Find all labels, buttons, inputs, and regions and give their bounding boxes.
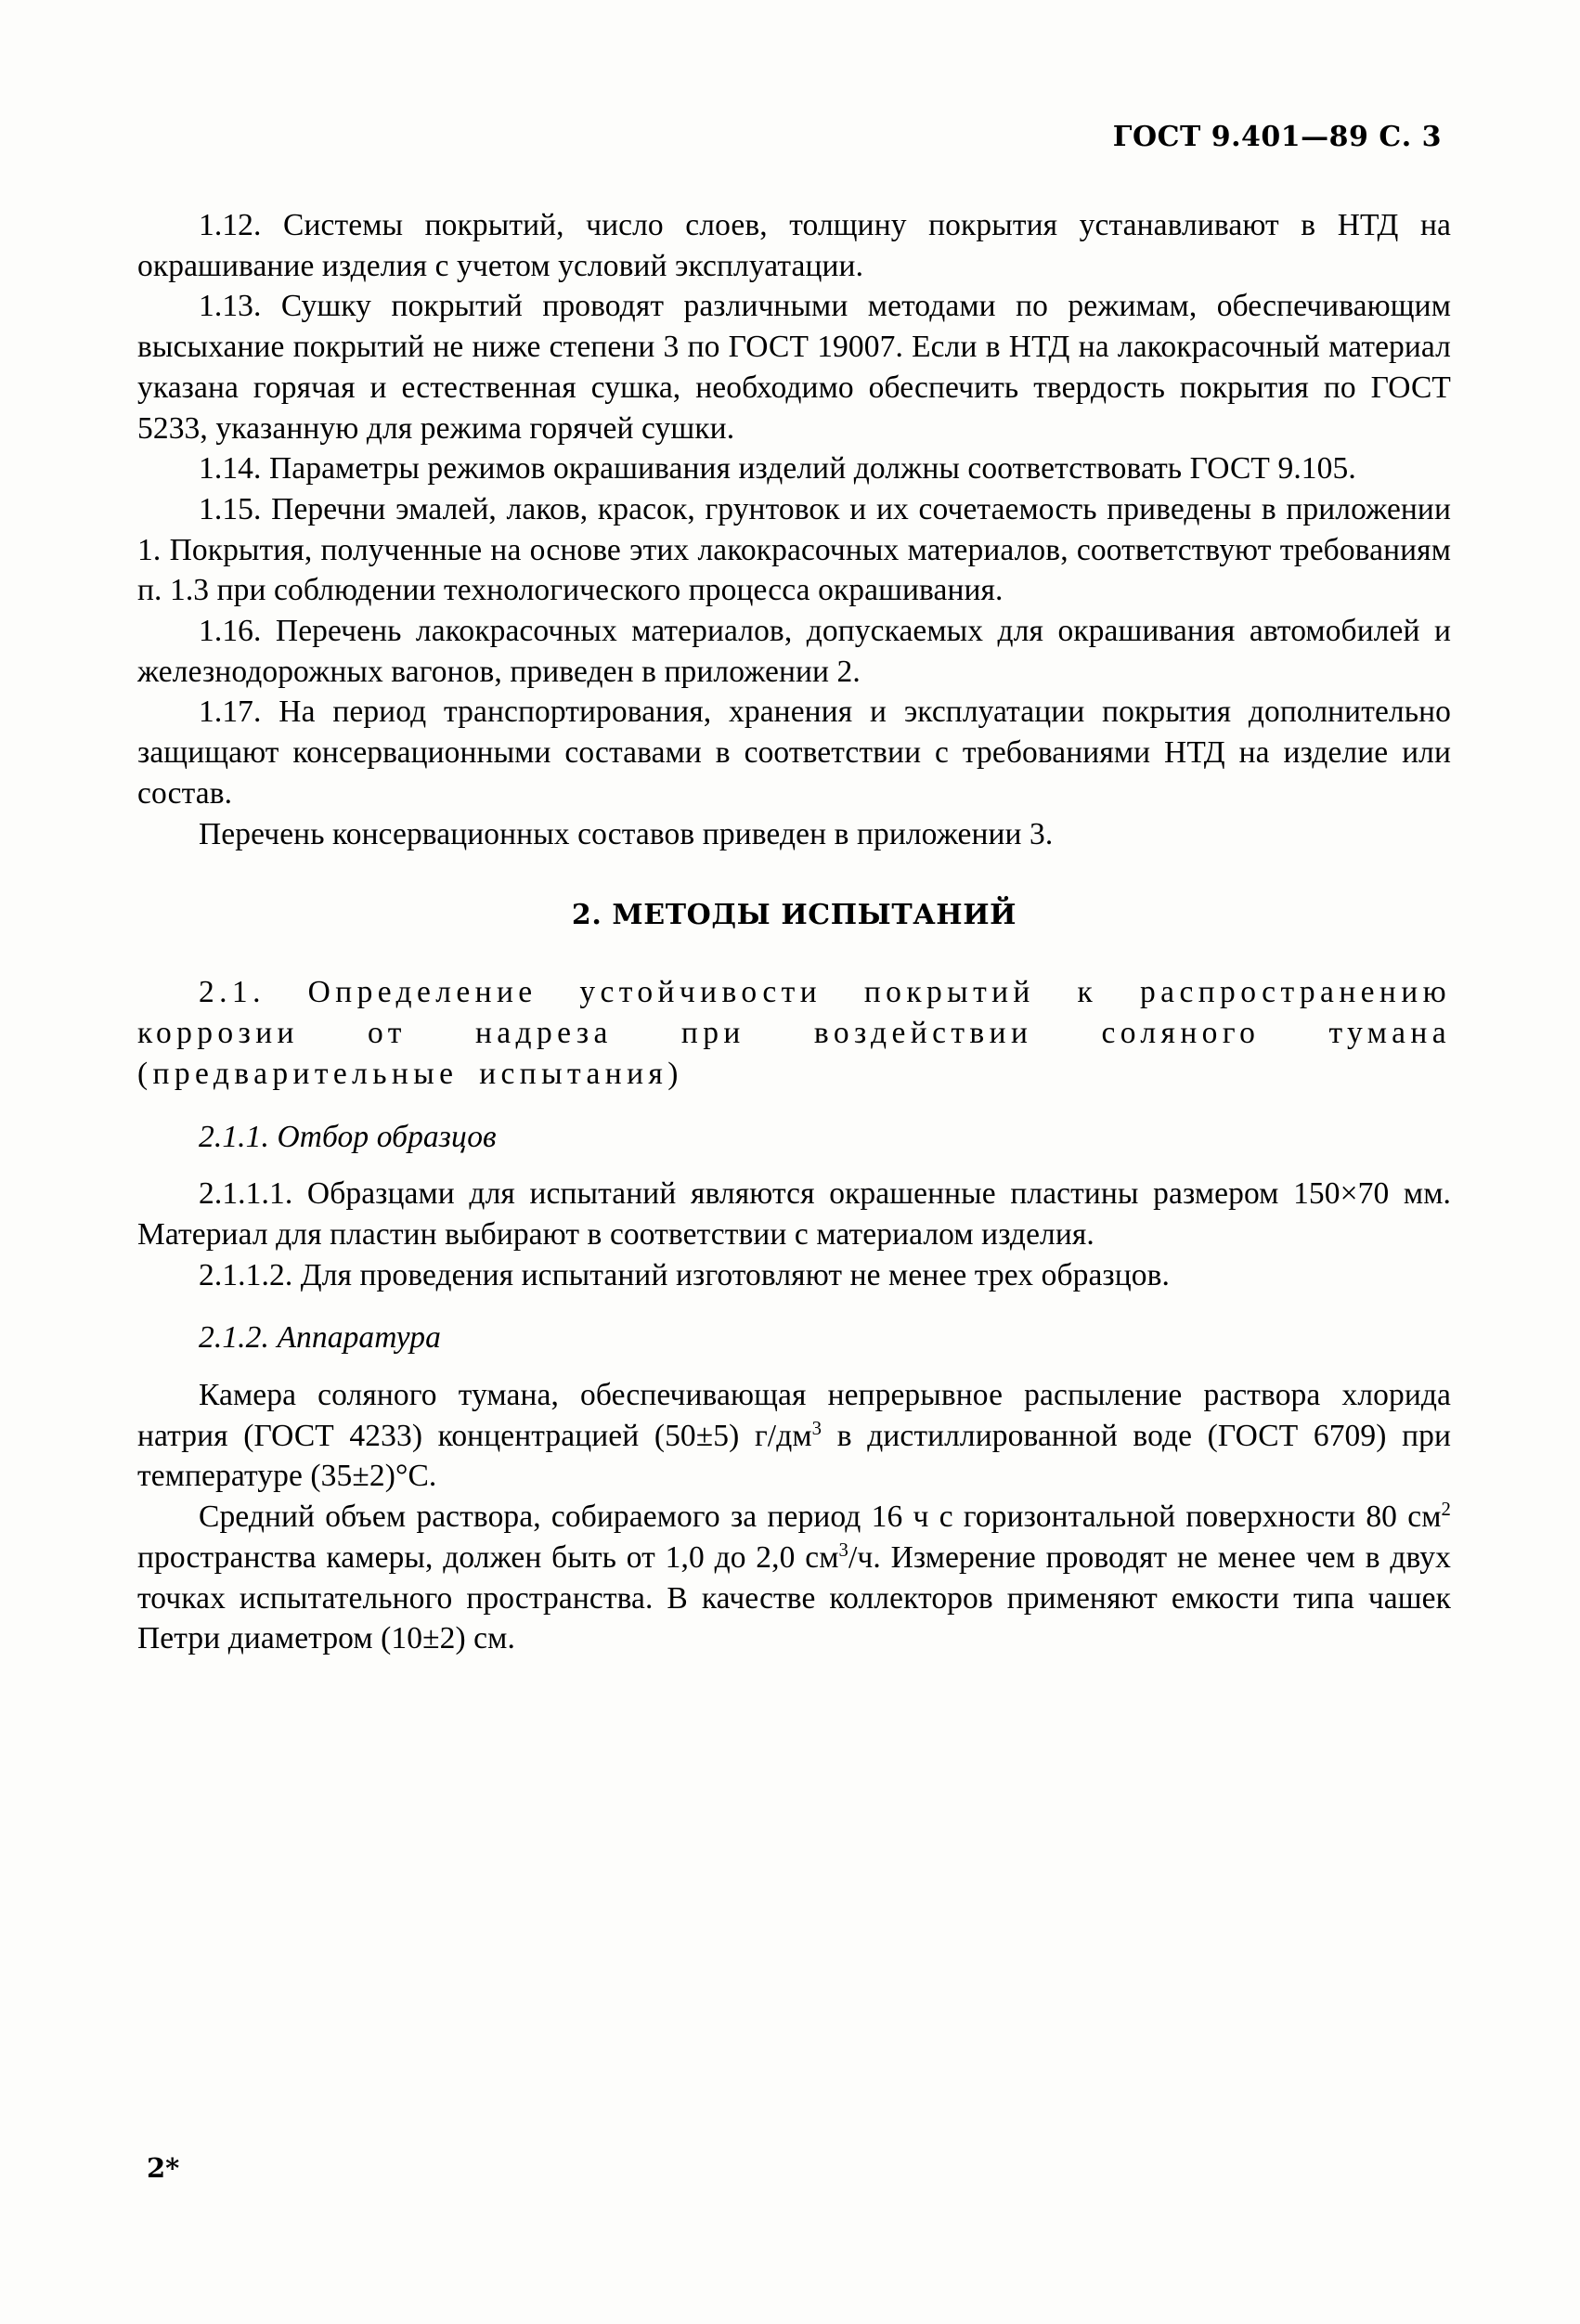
paragraph-1-16: 1.16. Перечень лакокрасочных материалов, допускаемых для окрашивания автомобилей и железнодорожных вагонов, приведен в приложении 2. [137,614,1451,689]
page-folio: 2* [147,2152,180,2184]
subheading-2-1-2: 2.1.2. Аппаратура [199,1320,441,1356]
paragraph-apparatus-chamber [137,1375,1451,1497]
volume-superscript-1: 2 [1441,1498,1451,1520]
paragraph-1-17: 1.17. На период транспортирования, хранения и эксплуатации покрытия дополнительно защищают консервационными составами в соответствии с требованиями НТД на изделие или состав. [137,695,1451,811]
page-content [137,121,1451,1659]
apparatus-text-part-1: Камера соляного тумана, обеспечивающая непрерывное распыление раствора хлорида натрия (ГОСТ 4233) концентрацией (50±5) г/дм [137,1378,1451,1453]
subheading-2-1-1: 2.1.1. Отбор образцов [199,1119,497,1154]
section-heading-methods: 2. МЕТОДЫ ИСПЫТАНИЙ [571,899,1017,932]
paragraph-1-12: 1.12. Системы покрытий, число слоев, толщину покрытия устанавливают в НТД на окрашивание изделия с учетом условий эксплуатации. [137,208,1451,283]
apparatus-superscript-1: 3 [811,1417,822,1439]
volume-superscript-2: 3 [838,1539,848,1561]
paragraph-preservatives-list: Перечень консервационных составов приведен в приложении 3. [199,816,1054,851]
paragraph-1-14: 1.14. Параметры режимов окрашивания изделий должны соответствовать ГОСТ 9.105. [199,451,1356,487]
volume-text-part-1: Средний объем раствора, собираемого за период 16 ч с горизонтальной поверхности 80 см [199,1500,1442,1535]
clause-2-1: 2.1. Определение устойчивости покрытий к распространению коррозии от надреза при воздействии соляного тумана (предварительные испытания) [137,975,1451,1091]
paragraph-2-1-1-2: 2.1.1.2. Для проведения испытаний изготовляют не менее трех образцов. [199,1257,1171,1292]
volume-text-part-2: пространства камеры, должен быть от 1,0 до 2,0 см [137,1539,839,1575]
paragraph-1-13: 1.13. Сушку покрытий проводят различными методами по режимам, обеспечивающим высыхание покрытий не ниже степени 3 по ГОСТ 19007. Если в НТД на лакокрасочный материал указана горячая и естественная сушка, необходимо обеспечить твердость покрытия по ГОСТ 5233, указанную для режима горячей сушки. [137,289,1451,446]
paragraph-2-1-1-1: 2.1.1.1. Образцами для испытаний являются окрашенные пластины размером 150×70 мм. Материал для пластин выбирают в соответствии с материалом изделия. [137,1176,1451,1252]
paragraph-1-15: 1.15. Перечни эмалей, лаков, красок, грунтовок и их сочетаемость приведены в приложении 1. Покрытия, полученные на основе этих лакокрасочных материалов, соответствуют требованиям п. 1.3 при соблюдении технологического процесса окрашивания. [137,491,1451,608]
body-text [137,205,1451,1659]
page-header: ГОСТ 9.401—89 С. 3 [1112,121,1442,153]
volume-text-part-3: /ч. Измерение проводят не менее чем в двух точках испытательного пространства. В качестве коллекторов применяют емкости типа чашек Петри диаметром (10±2) см. [137,1539,1452,1656]
paragraph-apparatus-volume [137,1497,1451,1659]
apparatus-text-part-2: в дистиллированной воде (ГОСТ 6709) при температуре (35±2)°С. [137,1418,1451,1494]
